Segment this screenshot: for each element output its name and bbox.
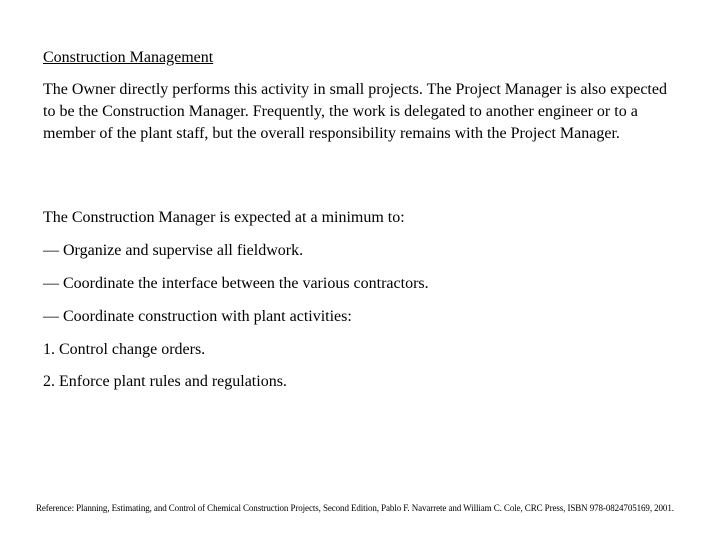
intro-paragraph: The Owner directly performs this activity in small projects. The Project Manager is also expected to be the Construction Manager. Frequently, the work is delegated to another engineer or to a member of the plant staff, but the overall responsibility remains with the Project Manager.	[43, 81, 667, 142]
section-heading: Construction Management	[43, 49, 214, 66]
numbered-item-change-orders: 1. Control change orders.	[43, 341, 206, 358]
dash-item-organize: — Organize and supervise all fieldwork.	[43, 242, 304, 259]
dash-item-coordinate-plant: — Coordinate construction with plant activities:	[43, 308, 352, 325]
numbered-item-plant-rules: 2. Enforce plant rules and regulations.	[43, 373, 287, 390]
expectations-lead: The Construction Manager is expected at a minimum to:	[43, 209, 405, 226]
reference-citation: Reference: Planning, Estimating, and Control of Chemical Construction Projects, Second Edition, Pablo F. Navarrete and William C. Cole, CRC Press, ISBN 978-0824705169, 2001.	[36, 503, 674, 513]
dash-item-coordinate-contractors: — Coordinate the interface between the various contractors.	[43, 275, 429, 292]
